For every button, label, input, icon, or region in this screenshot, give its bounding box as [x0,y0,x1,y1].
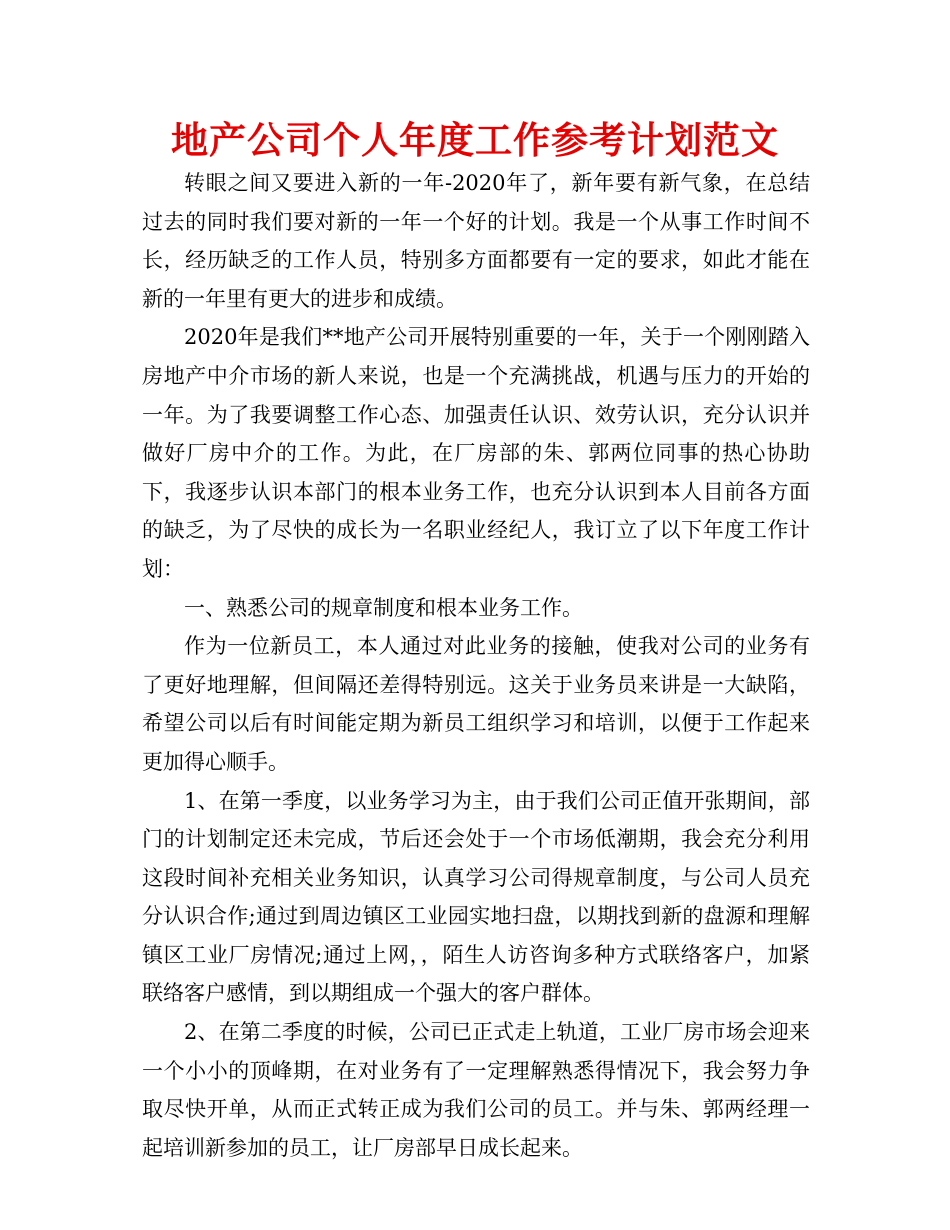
paragraph-quarter-1: 1、在第一季度，以业务学习为主，由于我们公司正值开张期间，部门的计划制定还未完成，节后还会处于一个市场低潮期，我会充分利用这段时间补充相关业务知识，认真学习公司得规章制度，与公司人员充分认识合作;通过到周边镇区工业园实地扫盘，以期找到新的盘源和理解镇区工业厂房情况;通过上网，，陌生人访咨询多种方式联络客户，加紧联络客户感情，到以期组成一个强大的客户群体。 [142,788,810,1006]
paragraph-quarter-2: 2、在第二季度的时候，公司已正式走上轨道，工业厂房市场会迎来一个小小的顶峰期，在对业务有了一定理解熟悉得情况下，我会努力争取尽快开单，从而正式转正成为我们公司的员工。并与朱、郭两经理一起培训新参加的员工，让厂房部早日成长起来。 [142,1020,810,1160]
document-title: 地产公司个人年度工作参考计划范文 [171,119,779,162]
paragraph-new-employee: 作为一位新员工，本人通过对此业务的接触，使我对公司的业务有了更好地理解，但间隔还差得特别远。这关于业务员来讲是一大缺陷，希望公司以后有时间能定期为新员工组织学习和培训，以便于工作起来更加得心顺手。 [142,634,810,774]
paragraph-2020-overview: 2020年是我们**地产公司开展特别重要的一年，关于一个刚刚踏入房地产中介市场的新人来说，也是一个充满挑战，机遇与压力的开始的一年。为了我要调整工作心态、加强责任认识、效劳认识，充分认识并做好厂房中介的工作。为此，在厂房部的朱、郭两位同事的热心协助下，我逐步认识本部门的根本业务工作，也充分认识到本人目前各方面的缺乏，为了尽快的成长为一名职业经纪人，我订立了以下年度工作计划： [142,325,810,581]
section-heading-1: 一、熟悉公司的规章制度和根本业务工作。 [184,595,583,620]
paragraph-intro: 转眼之间又要进入新的一年-2020年了，新年要有新气象，在总结过去的同时我们要对新的一年一个好的计划。我是一个从事工作时间不长，经历缺乏的工作人员，特别多方面都要有一定的要求，如此才能在新的一年里有更大的进步和成绩。 [142,171,810,311]
document-body [142,164,810,1167]
